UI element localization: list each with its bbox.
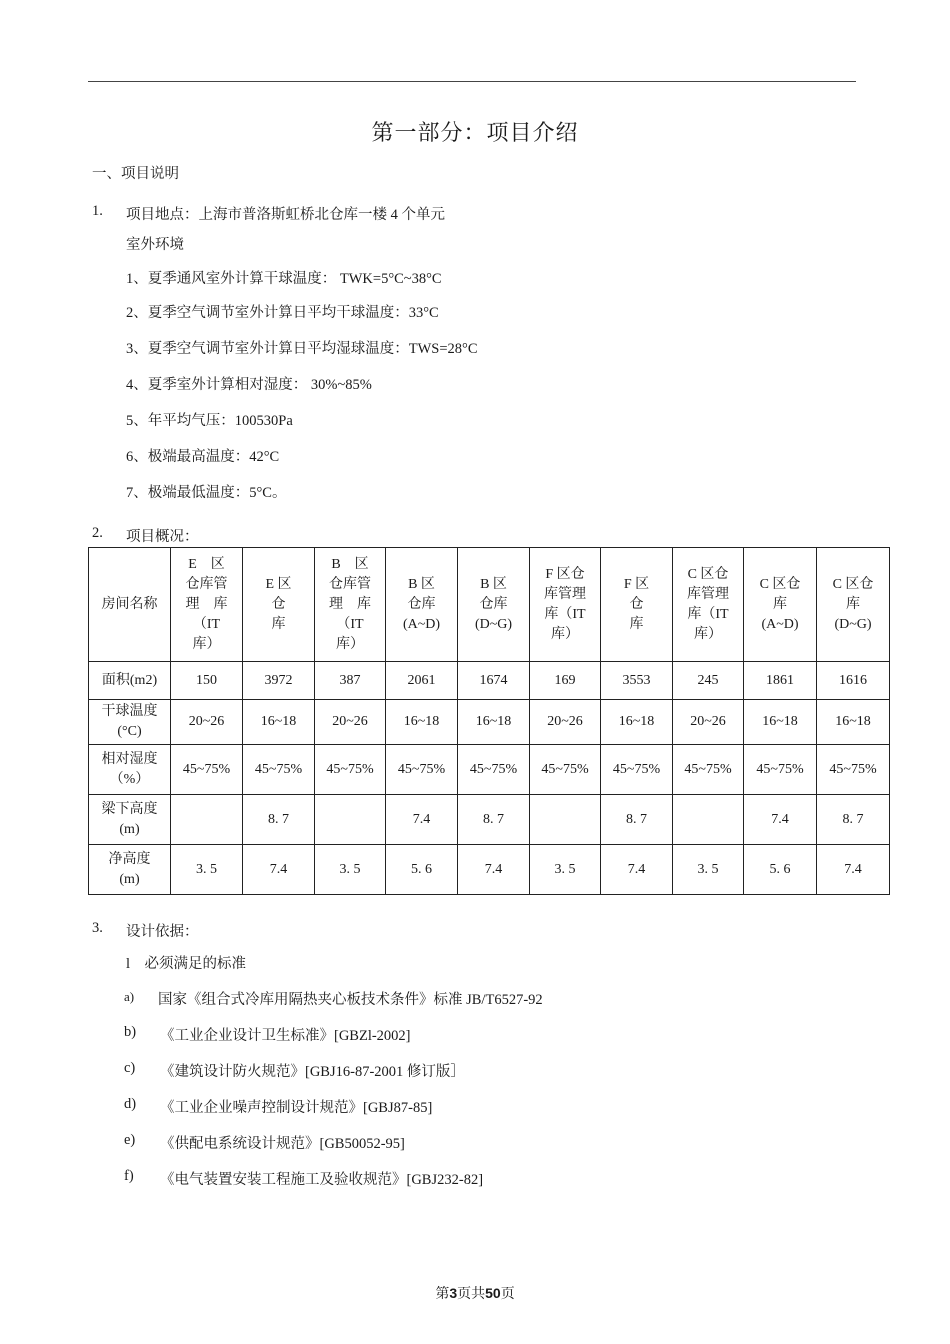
cell-text: (m) [119,821,140,837]
cell-text: (D~G) [474,616,513,632]
column-header-cell [744,548,817,662]
table-cell: 16~18 [243,700,315,745]
footer-page-number: 3 [449,1285,458,1301]
cell-text: 面积(m2) [101,672,158,688]
project-overview-table [88,547,890,895]
cell-text: 库 [629,616,644,632]
cell-text: 库） [336,636,364,652]
table-cell: 16~18 [817,700,890,745]
table-cell: 45~75% [243,745,315,795]
column-header-cell [315,548,386,662]
table-row [89,795,890,845]
environment-line: 3、夏季空气调节室外计算日平均湿球温度：TWS=28°C [126,341,478,357]
cell-text: （IT [192,616,221,632]
table-cell: 7.4 [458,845,530,895]
item-2-text: 项目概况： [126,529,199,545]
table-cell: 8. 7 [458,795,530,845]
cell-text: 库） [694,626,722,642]
cell-text: (m) [119,871,140,887]
cell-text: 仓库 [407,596,436,612]
item-2-number: 2. [92,525,103,541]
item-3-number: 3. [92,920,103,936]
cell-text: 理 库 [185,596,228,612]
standards-subheading: l 必须满足的标准 [126,956,247,972]
table-cell [315,795,386,845]
table-cell: 1674 [458,662,530,700]
cell-text: 库 [773,596,787,612]
table-cell: 16~18 [601,700,673,745]
table-cell: 20~26 [673,700,744,745]
cell-text: F 区仓 [545,566,585,582]
table-cell: 7.4 [386,795,458,845]
item-3-text: 设计依据： [126,924,199,940]
table-cell: 3. 5 [673,845,744,895]
row-label-cell [89,745,171,795]
cell-text: 库 [271,616,286,632]
table-cell: 45~75% [171,745,243,795]
footer-suffix: 页 [500,1287,515,1302]
table-cell: 8. 7 [601,795,673,845]
table-cell: 16~18 [744,700,817,745]
cell-text: (D~G) [834,616,872,632]
table-cell: 16~18 [386,700,458,745]
header-rule [88,81,856,82]
item-1-number: 1. [92,203,103,219]
table-cell: 20~26 [530,700,601,745]
table-cell [673,795,744,845]
cell-text: 理 库 [329,596,371,612]
cell-text: (A~D) [761,616,799,632]
table-cell: 8. 7 [817,795,890,845]
standard-item: 《电气装置安装工程施工及验收规范》[GBJ232-82] [160,1172,484,1188]
table-cell: 45~75% [744,745,817,795]
table-cell: 7.4 [601,845,673,895]
table-cell: 45~75% [673,745,744,795]
cell-text: C 区仓 [832,576,874,592]
cell-text: B 区 [480,576,507,592]
environment-line: 2、夏季空气调节室外计算日平均干球温度：33°C [126,305,439,321]
table-cell: 3. 5 [530,845,601,895]
environment-line: 6、极端最高温度：42°C [126,449,280,465]
table-cell: 45~75% [386,745,458,795]
row-label-cell [89,700,171,745]
cell-text: 仓 [629,596,644,612]
table-cell: 3972 [243,662,315,700]
page-title: 第一部分：项目介绍 [371,120,579,145]
table-cell: 3. 5 [171,845,243,895]
cell-text: 库） [551,626,579,642]
cell-text: 仓库管 [329,576,371,592]
table-cell [171,795,243,845]
cell-text: C 区仓 [687,566,729,582]
cell-text: 库管理 [687,586,729,602]
standard-marker: a) [124,989,135,1004]
table-cell [530,795,601,845]
footer-prefix: 第 [435,1287,450,1302]
footer-mid: 页共 [457,1287,486,1302]
cell-text: 相对湿度 [101,751,158,767]
table-cell: 20~26 [171,700,243,745]
table-cell: 7.4 [243,845,315,895]
row-label-cell [89,845,171,895]
cell-text: E 区 [265,576,292,592]
environment-line: 7、极端最低温度：5°C。 [126,485,287,501]
environment-line: 4、夏季室外计算相对湿度： 30%~85% [126,377,372,393]
table-cell: 5. 6 [744,845,817,895]
cell-text: B 区 [408,576,435,592]
item-1-text: 项目地点：上海市普洛斯虹桥北仓库一楼 4 个单元 [126,207,445,223]
table-cell: 45~75% [601,745,673,795]
table-row [89,662,890,700]
standard-marker: d) [124,1096,137,1112]
table-cell: 2061 [386,662,458,700]
environment-line: 5、年平均气压：100530Pa [126,413,293,429]
row-label-cell [89,795,171,845]
table-header-row [89,548,890,662]
cell-text: (°C) [117,724,142,739]
cell-text: 库） [192,636,221,652]
table-cell: 1616 [817,662,890,700]
table-cell: 387 [315,662,386,700]
standard-marker: f) [124,1168,134,1184]
table-row [89,700,890,745]
table-cell: 3. 5 [315,845,386,895]
table-cell: 45~75% [817,745,890,795]
table-cell: 245 [673,662,744,700]
standard-marker: c) [124,1060,136,1076]
table-cell: 16~18 [458,700,530,745]
cell-text: （%） [109,771,150,787]
table-cell: 7.4 [744,795,817,845]
standard-marker: e) [124,1132,136,1148]
table-cell: 5. 6 [386,845,458,895]
row-label-cell [89,548,171,662]
column-header-cell [458,548,530,662]
cell-text: (A~D) [402,616,441,632]
environment-heading: 室外环境 [126,237,184,253]
column-header-cell [817,548,890,662]
table-cell: 1861 [744,662,817,700]
row-label-cell [89,662,171,700]
table-cell: 169 [530,662,601,700]
column-header-cell [601,548,673,662]
column-header-cell [243,548,315,662]
table-body [89,548,890,895]
table-cell: 7.4 [817,845,890,895]
cell-text: 仓库 [479,596,508,612]
cell-text: B 区 [331,556,369,572]
column-header-cell [386,548,458,662]
table-cell: 150 [171,662,243,700]
cell-text: 梁下高度 [101,801,158,817]
table-cell: 45~75% [530,745,601,795]
cell-text: 干球温度 [101,704,158,719]
cell-text: 仓库管 [185,576,228,592]
table-cell: 20~26 [315,700,386,745]
cell-text: 库（IT [687,606,729,622]
table-row [89,845,890,895]
table-cell: 45~75% [315,745,386,795]
cell-text: 库（IT [544,606,586,622]
standard-item: 《工业企业设计卫生标准》[GBZl-2002] [160,1028,411,1044]
column-header-cell [171,548,243,662]
cell-text: （IT [336,616,364,632]
column-header-cell [530,548,601,662]
standard-item: 国家《组合式冷库用隔热夹心板技术条件》标准 JB/T6527-92 [158,992,543,1008]
cell-text: 库管理 [544,586,586,602]
cell-text: 房间名称 [101,596,158,612]
cell-text: E 区 [188,556,225,572]
standard-item: 《工业企业噪声控制设计规范》[GBJ87-85] [160,1100,433,1116]
standard-item: 《建筑设计防火规范》[GBJ16-87-2001 修订版］ [160,1064,465,1080]
table-cell: 3553 [601,662,673,700]
table-cell: 45~75% [458,745,530,795]
cell-text: 仓 [271,596,286,612]
table-cell: 8. 7 [243,795,315,845]
column-header-cell [673,548,744,662]
cell-text: 库 [846,596,860,612]
cell-text: C 区仓 [759,576,801,592]
standard-marker: b) [124,1024,137,1040]
environment-line: 1、夏季通风室外计算干球温度： TWK=5°C~38°C [126,271,442,287]
section-heading: 一、项目说明 [92,166,179,182]
footer-page-total: 50 [485,1285,501,1301]
cell-text: 净高度 [108,851,151,867]
page-footer [0,1283,950,1303]
cell-text: F 区 [623,576,650,592]
table-row [89,745,890,795]
standard-item: 《供配电系统设计规范》[GB50052-95] [160,1136,405,1152]
